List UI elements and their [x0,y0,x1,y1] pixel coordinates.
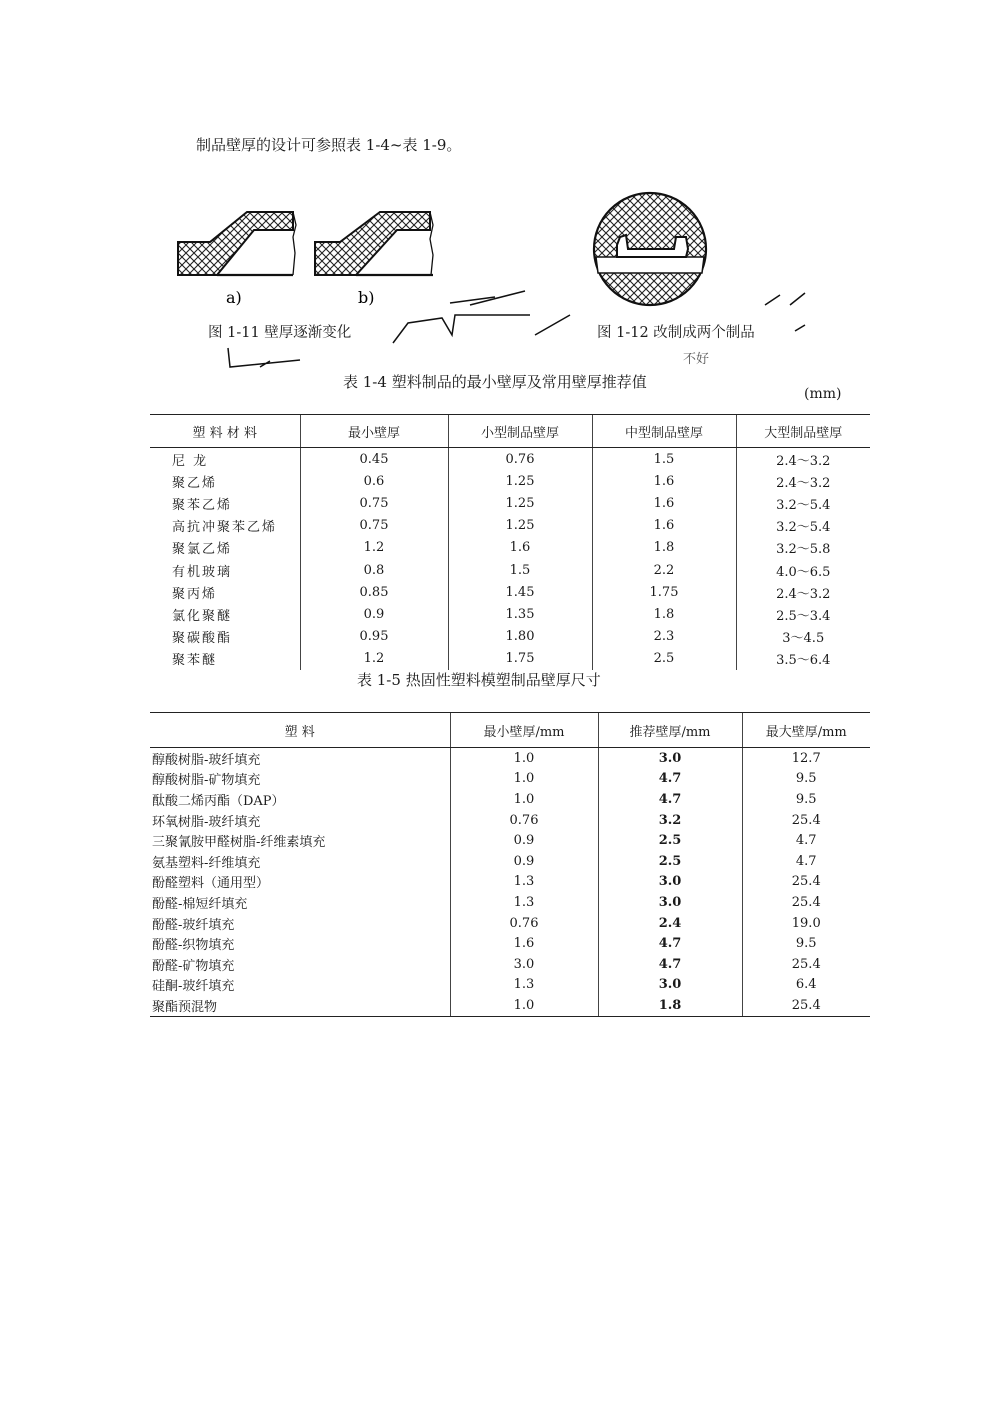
row-value-cell: 0.9 [450,830,598,851]
row-material-cell: 酚醛-织物填充 [152,938,235,954]
row-material-cell: 酚醛-棉短纤填充 [152,896,248,912]
table-row [150,448,870,471]
row-value-cell: 1.6 [592,515,736,537]
table-row [150,648,870,670]
row-value-cell: 2.4～3.2 [736,448,870,471]
row-value-cell: 2.5 [598,851,742,872]
row-material-cell: 醇酸树脂-玻纤填充 [152,752,261,768]
row-value-cell: 1.75 [592,581,736,603]
table-1-4 [150,414,870,670]
row-value-cell: 3.0 [598,872,742,893]
header-medium-part: 中型制品壁厚 [592,415,736,448]
row-value-cell: 1.6 [448,537,592,559]
row-value-cell: 25.4 [742,872,870,893]
row-material-cell: 聚氯乙烯 [172,542,233,558]
row-value-cell: 3.0 [598,975,742,996]
row-material-cell: 高抗冲聚苯乙烯 [172,520,278,536]
row-material-cell: 醇酸树脂-矿物填充 [152,773,261,789]
row-value-cell: 1.3 [450,975,598,996]
row-value-cell: 0.76 [450,810,598,831]
row-value-cell: 3.0 [450,954,598,975]
row-value-cell: 2.2 [592,559,736,581]
row-value-cell: 0.75 [300,492,448,514]
row-value-cell: 2.4～3.2 [736,470,870,492]
row-value-cell: 0.95 [300,626,448,648]
header-small-part: 小型制品壁厚 [448,415,592,448]
figure-1-12-drawing [594,193,706,305]
row-material-cell: 酚醛塑料（通用型） [152,876,270,892]
row-value-cell: 1.25 [448,515,592,537]
header-plastic: 塑 料 [150,713,450,748]
table-row [150,769,870,790]
row-value-cell: 1.2 [300,537,448,559]
figure-1-11-label-b: b) [358,288,375,307]
row-value-cell: 6.4 [742,975,870,996]
row-value-cell: 1.25 [448,470,592,492]
figure-1-12-caption: 图 1-12 改制成两个制品 [597,325,755,341]
table-row [150,515,870,537]
row-value-cell: 0.45 [300,448,448,471]
table-row [150,559,870,581]
table-row [150,975,870,996]
table-1-4-title: 表 1-4 塑料制品的最小壁厚及常用壁厚推荐值 [343,373,647,391]
header-large-part: 大型制品壁厚 [736,415,870,448]
row-value-cell: 25.4 [742,892,870,913]
header-material: 塑 料 材 料 [150,415,300,448]
row-value-cell: 1.25 [448,492,592,514]
row-value-cell: 0.76 [450,913,598,934]
row-value-cell: 1.80 [448,626,592,648]
row-value-cell: 1.3 [450,892,598,913]
row-material-cell: 尼 龙 [172,453,209,469]
row-value-cell: 4.7 [598,789,742,810]
table-row [150,954,870,975]
table-row [150,872,870,893]
row-value-cell: 2.4～3.2 [736,581,870,603]
row-value-cell: 9.5 [742,933,870,954]
table-row [150,537,870,559]
row-value-cell: 2.4 [598,913,742,934]
row-value-cell: 1.5 [448,559,592,581]
row-value-cell: 25.4 [742,995,870,1016]
row-value-cell: 0.9 [300,603,448,625]
row-material-cell: 聚碳酸酯 [172,631,233,647]
table-header-row [150,713,870,748]
row-value-cell: 2.5～3.4 [736,603,870,625]
table-row [150,933,870,954]
row-value-cell: 1.0 [450,748,598,769]
header-min-thickness: 最小壁厚/mm [450,713,598,748]
row-value-cell: 1.6 [450,933,598,954]
row-material-cell: 环氧树脂-玻纤填充 [152,814,261,830]
table-row [150,995,870,1016]
row-value-cell: 12.7 [742,748,870,769]
table-1-4-unit: (mm) [804,386,842,402]
table-row [150,851,870,872]
row-value-cell: 1.2 [300,648,448,670]
row-value-cell: 1.5 [592,448,736,471]
row-material-cell: 有机玻璃 [172,564,233,580]
figure-1-11-label-a: a) [226,288,242,307]
row-value-cell: 1.6 [592,492,736,514]
table-row [150,492,870,514]
row-value-cell: 4.7 [598,769,742,790]
figures-drawing [150,185,870,385]
row-value-cell: 0.76 [448,448,592,471]
row-material-cell: 聚丙烯 [172,586,218,602]
row-value-cell: 3.0 [598,748,742,769]
figure-1-11-caption: 图 1-11 壁厚逐渐变化 [208,325,352,341]
row-value-cell: 9.5 [742,769,870,790]
figure-1-11b-drawing [315,212,433,275]
table-row [150,830,870,851]
table-1-5-title: 表 1-5 热固性塑料模塑制品壁厚尺寸 [357,671,601,689]
row-value-cell: 1.8 [592,603,736,625]
table-row [150,603,870,625]
row-value-cell: 1.0 [450,995,598,1016]
row-value-cell: 3.2～5.4 [736,515,870,537]
row-material-cell: 氯化聚醚 [172,608,233,624]
row-value-cell: 2.5 [598,830,742,851]
row-value-cell: 0.6 [300,470,448,492]
row-value-cell: 0.75 [300,515,448,537]
row-value-cell: 4.7 [598,954,742,975]
row-value-cell: 1.8 [592,537,736,559]
row-value-cell: 25.4 [742,810,870,831]
row-value-cell: 2.5 [592,648,736,670]
row-value-cell: 4.7 [742,830,870,851]
row-value-cell: 1.6 [592,470,736,492]
row-value-cell: 3.0 [598,892,742,913]
row-value-cell: 1.0 [450,769,598,790]
header-recommended-thickness: 推荐壁厚/mm [598,713,742,748]
table-row [150,748,870,769]
table-row [150,626,870,648]
row-value-cell: 3～4.5 [736,626,870,648]
table-1-5 [150,712,870,1017]
row-value-cell: 4.7 [598,933,742,954]
row-material-cell: 三聚氰胺甲醛树脂-纤维素填充 [152,835,326,851]
row-material-cell: 酚醛-玻纤填充 [152,917,235,933]
row-value-cell: 1.75 [448,648,592,670]
row-material-cell: 硅酮-玻纤填充 [152,979,235,995]
row-value-cell: 0.9 [450,851,598,872]
row-value-cell: 3.2 [598,810,742,831]
header-min-thickness: 最小壁厚 [300,415,448,448]
table-row [150,892,870,913]
table-header-row [150,415,870,448]
table-row [150,789,870,810]
row-material-cell: 酞酸二烯丙酯（DAP） [152,793,285,809]
row-value-cell: 4.7 [742,851,870,872]
row-material-cell: 聚苯乙烯 [172,497,233,513]
row-value-cell: 19.0 [742,913,870,934]
row-value-cell: 3.5～6.4 [736,648,870,670]
stray-text: 不好 [683,352,710,367]
row-value-cell: 4.0～6.5 [736,559,870,581]
row-value-cell: 1.3 [450,872,598,893]
table-row [150,470,870,492]
intro-paragraph: 制品壁厚的设计可参照表 1-4~表 1-9。 [196,136,462,154]
row-material-cell: 聚苯醚 [172,653,218,669]
row-value-cell: 0.8 [300,559,448,581]
table-row [150,581,870,603]
row-value-cell: 25.4 [742,954,870,975]
row-value-cell: 3.2～5.4 [736,492,870,514]
table-row [150,810,870,831]
row-value-cell: 9.5 [742,789,870,810]
header-max-thickness: 最大壁厚/mm [742,713,870,748]
row-value-cell: 1.35 [448,603,592,625]
row-value-cell: 3.2～5.8 [736,537,870,559]
row-value-cell: 0.85 [300,581,448,603]
row-material-cell: 聚乙烯 [172,475,218,491]
row-value-cell: 1.45 [448,581,592,603]
row-material-cell: 氨基塑料-纤维填充 [152,855,261,871]
row-material-cell: 聚酯预混物 [150,995,450,1016]
row-value-cell: 2.3 [592,626,736,648]
row-value-cell: 1.8 [598,995,742,1016]
table-row [150,913,870,934]
row-value-cell: 1.0 [450,789,598,810]
row-material-cell: 酚醛-矿物填充 [152,958,235,974]
figure-1-11a-drawing [178,212,296,275]
